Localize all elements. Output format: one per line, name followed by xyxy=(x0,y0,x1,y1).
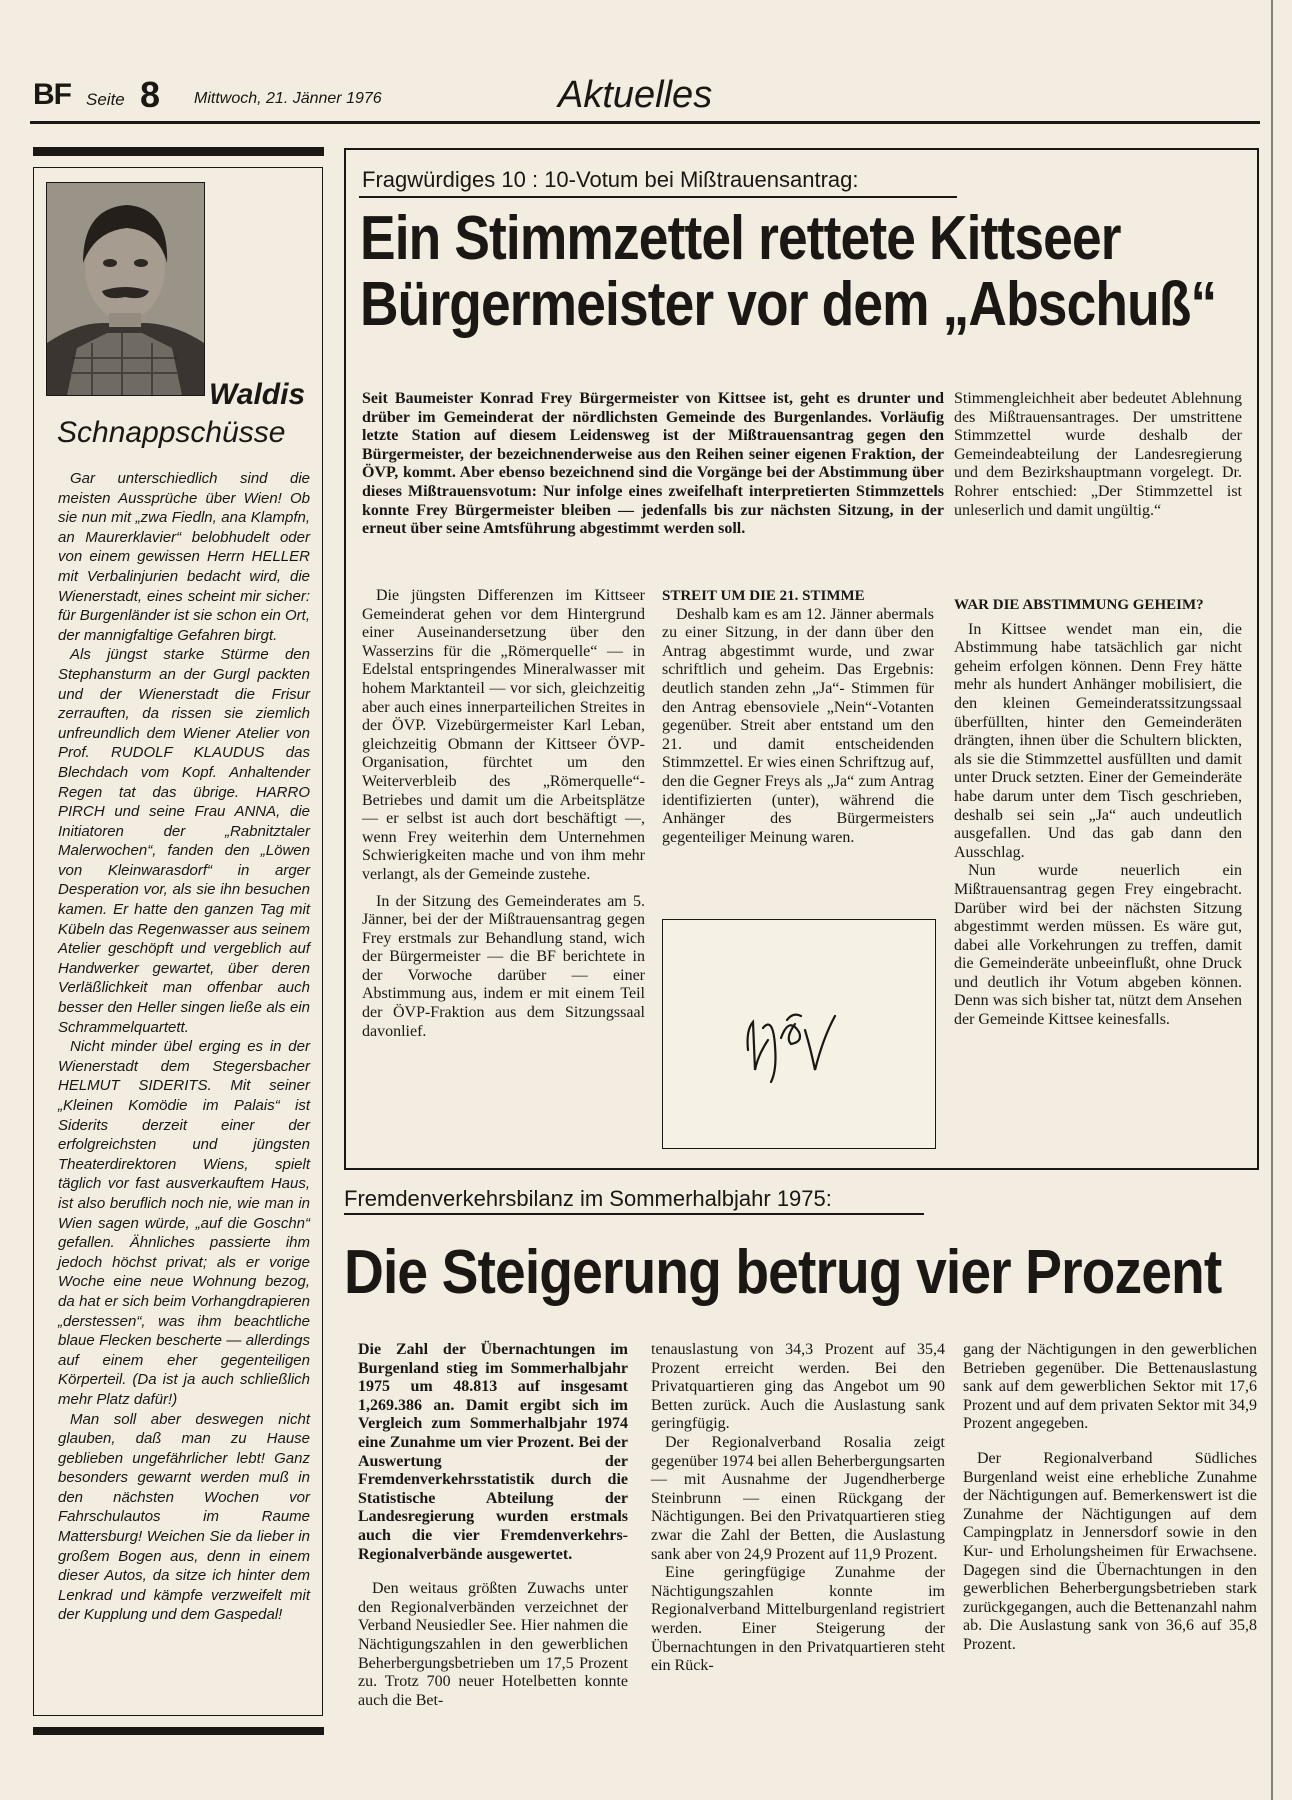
ballot-signature-icon xyxy=(663,920,935,1148)
page-label: Seite xyxy=(86,90,125,109)
masthead-rule xyxy=(30,121,1260,124)
headline-line1: Ein Stimmzettel rettete Kittseer xyxy=(360,204,1121,273)
article1-kicker: Fragwürdiges 10 : 10-Votum bei Mißtrauensantrag: xyxy=(362,167,859,192)
article1-col3 xyxy=(954,596,1242,1030)
column-paragraph: Nicht minder übel erging es in der Wienerstadt dem Stegersbacher HELMUT SIDERITS. Mit seiner „Kleinen Komödie im Palais“ ist Siderits derzeit einer der erfolgreichsten und jüngsten Theaterdirektoren Wiens, spielt täglich vor fast ausverkauftem Haus, ist also beruflich noch nie, wie man in Wien sagen würde, „auf die Goschn“ gefallen. Ähnliches passierte ihm jedoch höchst privat; als er vorige Woche eine neue Wohnung bezog, da hat er sich beim Vorhangdrapieren „derstessen“, was ihm beachtliche blaue Flecken bescherte — allerdings auf einem eher gegenteiligen Körperteil. (Da ist ja auch schließlich mehr Platz dafür!) xyxy=(58,1038,310,1408)
article2-headline: Die Steigerung betrug vier Prozent xyxy=(344,1238,1222,1307)
column-paragraph: Als jüngst starke Stürme den Stephansturm an der Gurgl packten und der Wienerstadt die Frisur zerrauften, da rissen sie ziemlich unfreundlich dem Wiener Atelier von Prof. RUDOLF KLAUDUS das Blechdach vom Kopf. Anhaltender Regen tat das übrige. HARRO PIRCH und seine Frau ANNA, die Initiatoren der „Rabnitztaler Malerwochen“, fanden den „Löwen von Kleinwarasdorf“ in arger Desperation vor, als sie ihn besuchen kamen. Er hatte den ganzen Tag mit Kübeln das Regenwasser aus seinem Atelier geschöpft und vergeblich auf Handwerker gewartet, über deren Verläßlichkeit man offenbar auch besser den Heller singen ließe als ein Schrammelquartett. xyxy=(58,646,310,1036)
article1-subhead: STREIT UM DIE 21. STIMME xyxy=(662,588,865,604)
column-paragraph: Man soll aber deswegen nicht glauben, daß man zu Hause geblieben ungefährlicher lebt! Ganz besonders gewarnt werden muß in den nächsten Wochen vor Fahrschulautos im Raume Mattersburg! Weichen Sie da lieber in großem Bogen aus, denn in einem dieser Autos, da sitze ich hinter dem Lenkrad und kämpfe verzweifelt mit der Kupplung und dem Gaspedal! xyxy=(58,1410,310,1624)
newspaper-logo: BF xyxy=(33,78,71,111)
headline-line2: Bürgermeister vor dem „Abschuß“ xyxy=(360,270,1217,339)
page-number: 8 xyxy=(140,74,161,115)
article-paragraph: In der Sitzung des Gemeinderates am 5. Jänner, bei der der Mißtrauensantrag gegen Frey erstmals zur Behandlung stand, wich der Bürgermeister — die BF berichtete in der Vorwoche darüber — einer Abstimmung aus, indem er mit einem Teil der ÖVP-Fraktion aus dem Sitzungssaal davonlief. xyxy=(362,892,645,1040)
article1-headline xyxy=(360,206,1216,338)
ballot-image xyxy=(662,919,936,1149)
article2-col1 xyxy=(358,1341,628,1710)
article-paragraph: gang der Nächtigungen in den gewerblichen Betrieben gegenüber. Die Bettenauslastung sank auf dem gewerblichen Sektor mit 17,6 Prozent und auf dem privaten Sektor mit 34,9 Prozent angegeben. xyxy=(963,1341,1257,1433)
article-paragraph: tenauslastung von 34,3 Prozent auf 35,4 Prozent erreicht werden. Bei den Privatquartieren ging das Angebot um 90 Betten zurück. Auch die Auslastung sank geringfügig. xyxy=(651,1341,945,1433)
column-title-line2: Schnappschüsse xyxy=(57,416,286,449)
issue-date: Mittwoch, 21. Jänner 1976 xyxy=(194,90,382,107)
article-paragraph: Den weitaus größten Zuwachs unter den Regionalverbänden verzeichnet der Verband Neusiedler See. Hier nahmen die Nächtigungszahlen in den gewerblichen Beherbergungsbetrieben um 17,5 Prozent zu. Trotz 700 neuer Hotelbetten konnte auch die Bet- xyxy=(358,1580,628,1709)
article-paragraph: In Kittsee wendet man ein, die Abstimmung habe tatsächlich gar nicht geheim erfolgen können. Denn Frey hätte mehr als hundert Anhänger mobilisiert, die den kleinen Gemeinderatssitzungssaal überfüllten, hinter den Gemeinderäten drängten, ihnen über die Schultern blickten, als sie die Stimmzettel ausfüllten und damit unter Druck setzten. Einer der Gemeinderäte habe darum unter dem Tisch geschrieben, deshalb sei sein „Ja“ auch undeutlich ausgefallen. Und das gab dann den Ausschlag. xyxy=(954,620,1242,861)
article1-col3-intro: Stimmengleichheit aber bedeutet Ablehnung des Mißtrauensantrages. Der umstrittene Stimmzettel wurde deshalb der Gemeindeabteilung der Landesregierung und dem Bezirkshauptmann vorgelegt. Dr. Rohrer entschied: „Der Stimmzettel ist unleserlich und damit ungültig.“ xyxy=(954,390,1242,519)
column-paragraph: Gar unterschiedlich sind die meisten Aussprüche über Wien! Ob sie nun mit „zwa Fiedln, ana Klampfn, an Maurerklavier“ belobhudelt oder von einem gewissen Herrn HELLER mit Verbalinjurien bedacht wird, die Wienerstadt, eines scheint mir sicher: für Burgenländer ist sie schon ein Ort, der mannigfaltige Gefahren birgt. xyxy=(58,470,310,644)
author-portrait xyxy=(46,182,205,396)
column-bottom-bar xyxy=(33,1727,324,1735)
article1-col1 xyxy=(362,587,645,1041)
article1-kicker-rule xyxy=(359,196,957,198)
article1-lead: Seit Baumeister Konrad Frey Bürgermeister von Kittsee ist, geht es drunter und drüber im Gemeinderat der nördlichsten Gemeinde des Burgenlandes. Vorläufig letzte Station auf diesem Leidensweg ist der Mißtrauensantrag gegen den Bürgermeister, der bezeichnenderweise aus den Reihen seiner eigenen Fraktion, der ÖVP, kommt. Aber ebenso bezeichnend sind die Vorgänge bei der Abstimmung über dieses Mißtrauensvotum: Nur infolge eines zweifelhaft interpretierten Stimmzettels konnte Frey Bürgermeister bleiben — jedenfalls bis zur nächsten Sitzung, in der erneut über seine Amtsführung abgestimmt werden soll. xyxy=(362,390,944,538)
article2-kicker-rule xyxy=(344,1213,924,1215)
article-paragraph: Der Regionalverband Rosalia zeigt gegenüber 1974 bei allen Beherbergungsarten — mit Ausnahme der Jugendherberge Steinbrunn — einen Rückgang der Nächtigungen. Bei den Privatquartieren stieg zwar die Zahl der Betten, die Auslastung sank aber von 24,9 Prozent auf 11,9 Prozent. xyxy=(651,1433,945,1563)
article-paragraph: Nun wurde neuerlich ein Mißtrauensantrag gegen Frey eingebracht. Darüber wird bei der nächsten Sitzung abgestimmt werden müssen. Es wäre gut, dabei alle Vorkehrungen zu treffen, damit die Gemeinderäte unbeeinflußt, ohne Druck und deutlich ihr Votum abgeben können. Denn was sich bisher tat, nützt dem Ansehen der Gemeinde Kittsee keinesfalls. xyxy=(954,862,1242,1029)
article2-kicker: Fremdenverkehrsbilanz im Sommerhalbjahr 1975: xyxy=(344,1186,832,1211)
portrait-icon xyxy=(47,183,204,395)
column-body xyxy=(58,469,310,1625)
section-title: Aktuelles xyxy=(558,74,713,116)
article2-lead: Die Zahl der Übernachtungen im Burgenland stieg im Sommerhalbjahr 1975 um 48.813 auf insgesamt 1,269.386 an. Damit ergibt sich im Vergleich zum Sommerhalbjahr 1974 eine Zunahme um vier Prozent. Bei der Auswertung der Fremdenverkehrsstatistik durch die Statistische Abteilung der Landesregierung wurden erstmals auch die vier Fremdenverkehrs-Regionalverbände ausgewertet. xyxy=(358,1341,628,1563)
column-title-line1: Waldis xyxy=(209,378,306,411)
column-top-bar xyxy=(33,147,324,156)
article2-col3 xyxy=(963,1341,1257,1655)
article-paragraph: Eine geringfügige Zunahme der Nächtigungszahlen konnte im Regionalverband Mittelburgenland registriert werden. Einer Steigerung der Übernachtungen in den Privatquartieren steht ein Rück- xyxy=(651,1564,945,1675)
article2-col2 xyxy=(651,1341,945,1676)
article-paragraph: Der Regionalverband Südliches Burgenland weist eine erhebliche Zunahme der Nächtigungen auf. Bemerkenswert ist die Zunahme der Nächtigungen auf dem Campingplatz in Jennersdorf sowie in den Kur- und Erholungsheimen für Erwachsene. Dagegen sind die Übernachtungen in den gewerblichen Beherbergungsbetrieben stark zurückgegangen, auch die Bettenanzahl nahm ab. Die Auslastung sank von 36,6 auf 35,8 Prozent. xyxy=(963,1449,1257,1653)
article-paragraph: Die jüngsten Differenzen im Kittseer Gemeinderat gehen vor dem Hintergrund einer Auseinandersetzung über den Wasserzins für die „Römerquelle“ — in Edelstal entspringendes Mineralwasser mit hohem Marktanteil — vor sich, gleichzeitig aber auch eines innerparteilichen Streites in der ÖVP. Vizebürgermeister Karl Leban, gleichzeitig Obmann der Kittseer ÖVP-Organisation, fürchtet um den Weiterverbleib des „Römerquelle“-Betriebes und damit um die Arbeitsplätze — er selbst ist auch dort beschäftigt —, wenn Frey weiterhin dem Unternehmen Schwierigkeiten mache und von ihm mehr verlangt, als der Gemeinde zustehe. xyxy=(362,587,645,883)
article1-col3-subhead: WAR DIE ABSTIMMUNG GEHEIM? xyxy=(954,597,1204,613)
article-paragraph: Deshalb kam es am 12. Jänner abermals zu einer Sitzung, in der dann über den Antrag abgestimmt wurde, und zwar schriftlich und geheim. Das Ergebnis: deutlich standen zehn „Ja“- Stimmen für den Antrag ebensoviele „Nein“-Votanten gegenüber. Streit aber entstand um den 21. und damit entscheidenden Stimmzettel. Er wies einen Schriftzug auf, den die Gegner Freys als „Ja“ zum Antrag identifizierten (unter), während die Anhänger des Bürgermeisters gegenteiliger Meinung waren. xyxy=(662,605,934,846)
article1-col2 xyxy=(662,587,934,847)
page-edge xyxy=(1271,0,1273,1800)
